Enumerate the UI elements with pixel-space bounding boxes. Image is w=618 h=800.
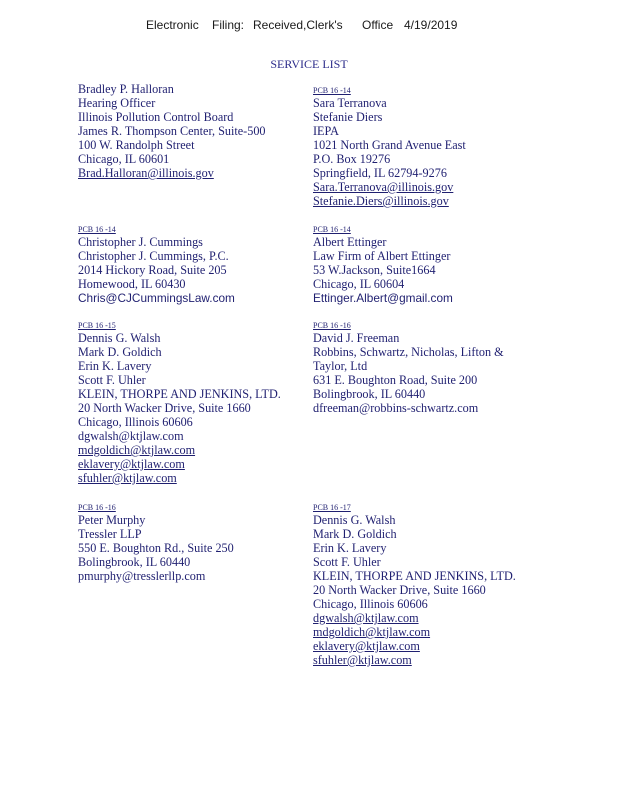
entry-line: Peter Murphy — [78, 513, 146, 527]
entry-line: Hearing Officer — [78, 96, 156, 110]
email-link[interactable]: sfuhler@ktjlaw.com — [78, 471, 177, 485]
entry-line: Chicago, Illinois 60606 — [78, 415, 193, 429]
service-entry-halloran — [78, 82, 266, 180]
email-link[interactable]: mdgoldich@ktjlaw.com — [313, 625, 431, 639]
email-link[interactable]: sfuhler@ktjlaw.com — [313, 653, 412, 667]
entry-line: 550 E. Boughton Rd., Suite 250 — [78, 541, 234, 555]
entry-line: Illinois Pollution Control Board — [78, 110, 234, 124]
entry-line: Tressler LLP — [78, 527, 142, 541]
header-electronic: Electronic — [146, 18, 199, 32]
entry-line: 53 W.Jackson, Suite1664 — [313, 263, 436, 277]
header-date: 4/19/2019 — [404, 18, 458, 32]
case-number: PCB 16 -16 — [313, 321, 351, 330]
entry-line: Erin K. Lavery — [78, 359, 152, 373]
entry-line: Bolingbrook, IL 60440 — [313, 387, 426, 401]
header-filing: Filing: — [212, 18, 245, 32]
entry-line: David J. Freeman — [313, 331, 400, 345]
entry-line: Dennis G. Walsh — [78, 331, 161, 345]
entry-line: Law Firm of Albert Ettinger — [313, 249, 451, 263]
entry-line: Mark D. Goldich — [313, 527, 397, 541]
entry-line: P.O. Box 19276 — [313, 152, 391, 166]
entry-line: Bradley P. Halloran — [78, 82, 174, 96]
entry-line: Christopher J. Cummings — [78, 235, 203, 249]
entry-line: Stefanie Diers — [313, 110, 383, 124]
entry-line: 20 North Wacker Drive, Suite 1660 — [313, 583, 486, 597]
email-link[interactable]: Sara.Terranova@illinois.gov — [313, 180, 454, 194]
email-text: pmurphy@tresslerllp.com — [78, 569, 206, 583]
service-entry-freeman — [313, 320, 504, 415]
entry-line: Scott F. Uhler — [313, 555, 381, 569]
entry-line: Erin K. Lavery — [313, 541, 387, 555]
entry-line: 100 W. Randolph Street — [78, 138, 195, 152]
entry-line: IEPA — [313, 124, 339, 138]
entry-line: Sara Terranova — [313, 96, 387, 110]
entry-line: Taylor, Ltd — [313, 359, 368, 373]
service-entry-cummings — [78, 224, 235, 305]
email-link[interactable]: mdgoldich@ktjlaw.com — [78, 443, 196, 457]
entry-line: Bolingbrook, IL 60440 — [78, 555, 191, 569]
entry-line: 1021 North Grand Avenue East — [313, 138, 466, 152]
entry-line: Chicago, IL 60601 — [78, 152, 170, 166]
email-link[interactable]: Stefanie.Diers@illinois.gov — [313, 194, 449, 208]
header-office: Office — [362, 18, 394, 32]
header-received: Received,Clerk's — [253, 18, 343, 32]
entry-line: James R. Thompson Center, Suite-500 — [78, 124, 266, 138]
email-link[interactable]: Brad.Halloran@illinois.gov — [78, 166, 214, 180]
service-entry-walsh-15 — [78, 320, 281, 485]
email-text: Ettinger.Albert@gmail.com — [313, 291, 453, 305]
page-title: SERVICE LIST — [270, 57, 348, 71]
service-entry-murphy — [78, 502, 234, 583]
case-number: PCB 16 -16 — [78, 503, 116, 512]
service-entry-ettinger — [313, 224, 453, 305]
case-number: PCB 16 -14 — [313, 225, 351, 234]
case-number: PCB 16 -14 — [78, 225, 116, 234]
email-link[interactable]: eklavery@ktjlaw.com — [78, 457, 185, 471]
email-link[interactable]: dgwalsh@ktjlaw.com — [313, 611, 419, 625]
email-text: dfreeman@robbins-schwartz.com — [313, 401, 479, 415]
entry-line: 631 E. Boughton Road, Suite 200 — [313, 373, 478, 387]
entry-line: Scott F. Uhler — [78, 373, 146, 387]
email-link[interactable]: eklavery@ktjlaw.com — [313, 639, 420, 653]
entry-line: 2014 Hickory Road, Suite 205 — [78, 263, 227, 277]
entry-line: Albert Ettinger — [313, 235, 387, 249]
entry-line: 20 North Wacker Drive, Suite 1660 — [78, 401, 251, 415]
entry-line: KLEIN, THORPE AND JENKINS, LTD. — [78, 387, 281, 401]
entry-line: Springfield, IL 62794-9276 — [313, 166, 447, 180]
entry-line: Chicago, IL 60604 — [313, 277, 405, 291]
email-text: dgwalsh@ktjlaw.com — [78, 429, 184, 443]
entry-line: Chicago, Illinois 60606 — [313, 597, 428, 611]
case-number: PCB 16 -14 — [313, 86, 351, 95]
service-entry-walsh-17 — [313, 502, 516, 667]
service-entry-iepa — [313, 85, 466, 208]
entry-line: KLEIN, THORPE AND JENKINS, LTD. — [313, 569, 516, 583]
email-text: Chris@CJCummingsLaw.com — [78, 291, 235, 305]
case-number: PCB 16 -17 — [313, 503, 351, 512]
entry-line: Robbins, Schwartz, Nicholas, Lifton & — [313, 345, 504, 359]
entry-line: Homewood, IL 60430 — [78, 277, 186, 291]
entry-line: Dennis G. Walsh — [313, 513, 396, 527]
entry-line: Mark D. Goldich — [78, 345, 162, 359]
case-number: PCB 16 -15 — [78, 321, 116, 330]
entry-line: Christopher J. Cummings, P.C. — [78, 249, 229, 263]
